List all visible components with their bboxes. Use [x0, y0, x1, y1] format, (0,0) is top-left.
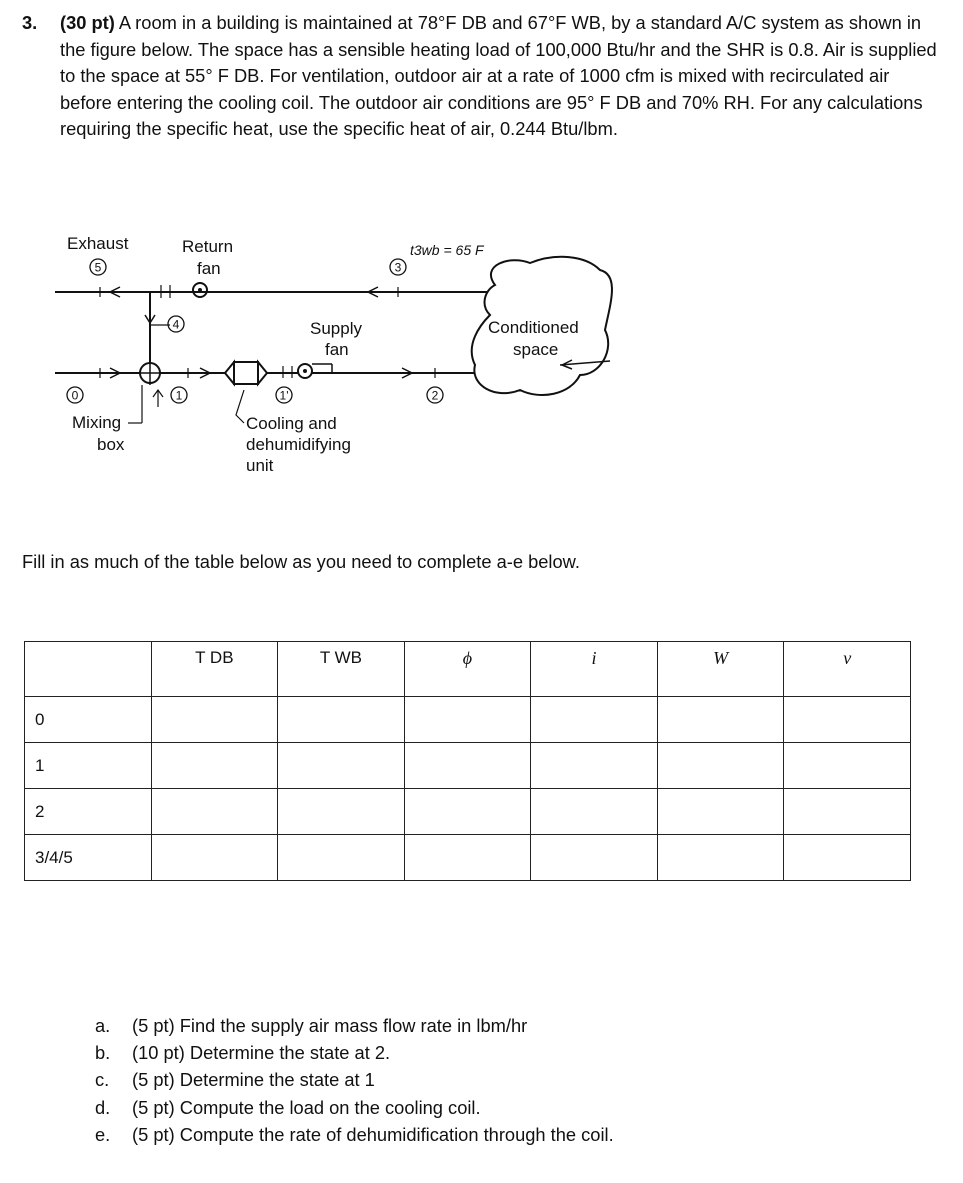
- cell[interactable]: [278, 835, 405, 881]
- ac-system-diagram: [40, 225, 640, 490]
- cooling-unit-label-2: dehumidifying: [246, 435, 351, 454]
- state-5-label: 5: [94, 260, 102, 275]
- cell[interactable]: [151, 743, 278, 789]
- task-b-label: b.: [95, 1042, 111, 1064]
- return-fan-label-2: fan: [197, 259, 221, 278]
- diagram-svg: [40, 225, 640, 490]
- task-b: [95, 1039, 614, 1066]
- cell[interactable]: [278, 697, 405, 743]
- table-row: [25, 697, 911, 743]
- task-c-text: (5 pt) Determine the state at 1: [132, 1069, 375, 1091]
- task-b-text: (10 pt) Determine the state at 2.: [132, 1042, 391, 1064]
- state-properties-table: [24, 641, 911, 881]
- table-instruction: Fill in as much of the table below as you need to complete a-e below.: [22, 551, 580, 572]
- conditioned-space-label-2: space: [513, 340, 559, 359]
- header-i: i: [531, 642, 658, 697]
- task-e-label: e.: [95, 1123, 111, 1145]
- problem-number: 3.: [22, 12, 38, 33]
- conditioned-space-label-1: Conditioned: [488, 318, 579, 337]
- header-w: W: [657, 642, 784, 697]
- t3wb-label: t3wb = 65 F: [410, 242, 484, 258]
- task-e-text: (5 pt) Compute the rate of dehumidification through the coil.: [132, 1123, 614, 1145]
- cell[interactable]: [151, 835, 278, 881]
- cell[interactable]: [784, 789, 911, 835]
- table-row: [25, 789, 911, 835]
- return-fan-label-1: Return: [182, 237, 234, 256]
- cell[interactable]: [531, 789, 658, 835]
- cooling-unit-label-1: Cooling and: [246, 414, 337, 433]
- cell[interactable]: [404, 743, 531, 789]
- cell[interactable]: [657, 835, 784, 881]
- cell[interactable]: [531, 697, 658, 743]
- header-v: v: [784, 642, 911, 697]
- state-0-label: 0: [71, 388, 79, 403]
- cell[interactable]: [784, 697, 911, 743]
- task-e: [95, 1121, 614, 1148]
- header-twb: T WB: [278, 642, 405, 697]
- table-row: [25, 743, 911, 789]
- task-list: [95, 1012, 614, 1148]
- cooling-coil-icon: [225, 362, 267, 384]
- exhaust-label: Exhaust: [67, 234, 129, 253]
- cell[interactable]: [784, 835, 911, 881]
- problem-points: (30 pt): [60, 12, 115, 33]
- state-1prime-label: 1': [279, 388, 289, 403]
- task-c: [95, 1066, 614, 1093]
- task-d-label: d.: [95, 1096, 111, 1118]
- cell[interactable]: [151, 697, 278, 743]
- state-4-label: 4: [172, 317, 180, 332]
- task-a-label: a.: [95, 1015, 111, 1036]
- cell[interactable]: [531, 835, 658, 881]
- row-label-345: 3/4/5: [25, 835, 152, 881]
- task-d-text: (5 pt) Compute the load on the cooling coil.: [132, 1096, 481, 1118]
- header-blank: [25, 642, 152, 697]
- task-a-text: (5 pt) Find the supply air mass flow rate in lbm/hr: [132, 1015, 528, 1036]
- cell[interactable]: [657, 697, 784, 743]
- task-d: [95, 1094, 614, 1121]
- row-label-2: 2: [25, 789, 152, 835]
- mixing-box-label-1: Mixing: [72, 413, 122, 432]
- cell[interactable]: [657, 789, 784, 835]
- cell[interactable]: [531, 743, 658, 789]
- state-1-label: 1: [175, 388, 183, 403]
- task-c-label: c.: [95, 1069, 110, 1091]
- cell[interactable]: [404, 697, 531, 743]
- table-row: [25, 835, 911, 881]
- row-label-0: 0: [25, 697, 152, 743]
- problem-text: A room in a building is maintained at 78°F DB and 67°F WB, by a standard A/C system as shown in the figure below. The space has a sensible heating load of 100,000 Btu/hr and the SHR is 0.8. Air is supplied to the space at 55° F DB. For ventilation, outdoor air at a rate of 1000 cfm is mixed with recirculated air before entering the cooling coil. The outdoor air conditions are 95° F DB and 70% RH. For any calculations requiring the specific heat, use the specific heat of air, 0.244 Btu/lbm.: [60, 12, 937, 140]
- header-tdb: T DB: [151, 642, 278, 697]
- problem-statement: [22, 10, 942, 143]
- cell[interactable]: [278, 789, 405, 835]
- task-a: [95, 1012, 614, 1039]
- row-label-1: 1: [25, 743, 152, 789]
- cooling-unit-label-3: unit: [246, 456, 274, 475]
- cell[interactable]: [784, 743, 911, 789]
- mixing-box-label-2: box: [97, 435, 125, 454]
- state-2-label: 2: [431, 388, 439, 403]
- cell[interactable]: [657, 743, 784, 789]
- cell[interactable]: [404, 789, 531, 835]
- cell[interactable]: [404, 835, 531, 881]
- cell[interactable]: [278, 743, 405, 789]
- supply-fan-label-2: fan: [325, 340, 349, 359]
- supply-fan-label-1: Supply: [310, 319, 362, 338]
- state-3-label: 3: [394, 260, 402, 275]
- cell[interactable]: [151, 789, 278, 835]
- header-phi: ϕ: [404, 642, 531, 697]
